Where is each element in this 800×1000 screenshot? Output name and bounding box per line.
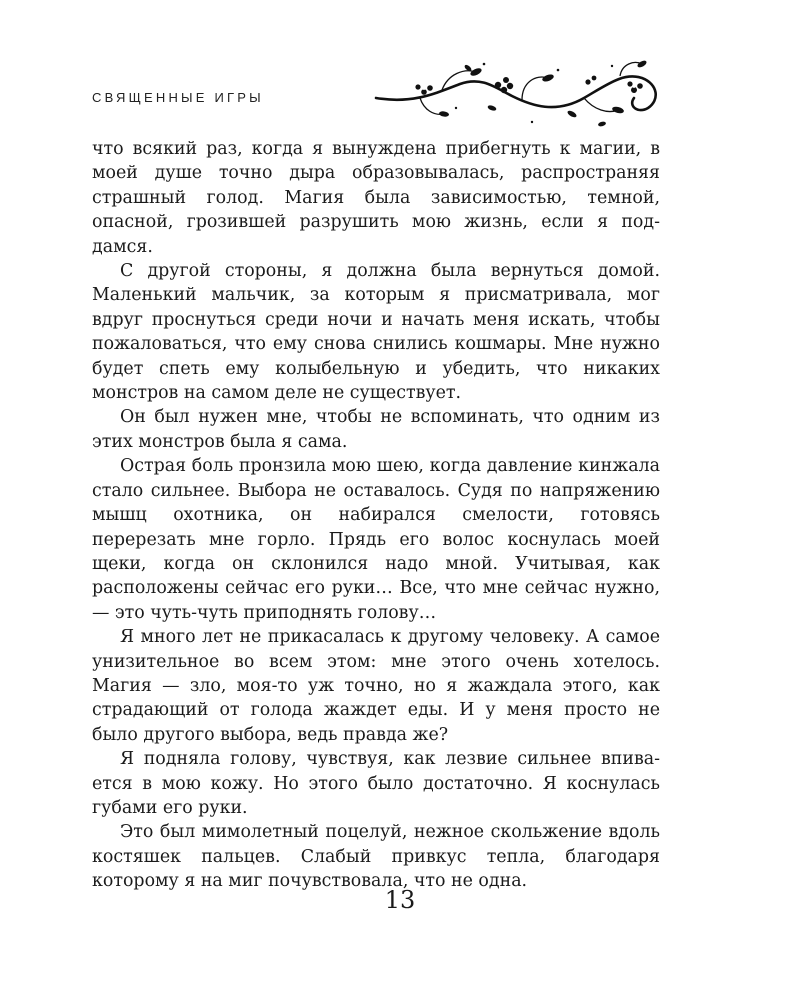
paragraph: Он был нужен мне, чтобы не вспоминать, что одним из этих монстров была я сама. — [92, 407, 660, 452]
paragraph: Я подняла голову, чувствуя, как лезвие сильнее впивается в мою кожу. Но этого было достаточно. Я коснулась губами его руки. — [92, 749, 660, 818]
body-text — [92, 137, 660, 894]
paragraph: С другой стороны, я должна была вернуться домой. Маленький мальчик, за которым я присматривала, мог вдруг проснуться среди ночи и начать меня искать, чтобы пожаловаться, что ему снова снились кошмары. Мне нужно будет спеть ему колыбельную и убедить, что никаких монстров на самом деле не существует. — [92, 261, 660, 404]
running-head-title: СВЯЩЕННЫЕ ИГРЫ — [92, 90, 264, 105]
paragraph: Я много лет не прикасалась к другому человеку. А самое унизительное во всем этом: мне этого очень хотелось. Магия — зло, моя-то уж точно, но я жаждала этого, как страдающий от голода жаждет еды. И у меня просто не было другого выбора, ведь правда же? — [92, 627, 660, 745]
page-number: 13 — [384, 886, 416, 914]
paragraph: Острая боль пронзила мою шею, когда давление кинжала стало сильнее. Выбора не оставалось. Судя по напряжению мышц охотника, он набирался смелости, готовясь перерезать мне горло. Прядь его волос коснулась моей щеки, когда он склонился надо мной. Учитывая, как расположены сейчас его руки… Все, что мне сейчас нужно, — это чуть-чуть приподнять голову… — [92, 456, 660, 623]
paragraph: Это был мимолетный поцелуй, нежное скольжение вдоль костяшек пальцев. Слабый привкус тепла, благодаря которому я на миг почувствовала, что не одна. — [92, 822, 660, 892]
floral-vine-ornament-icon — [372, 52, 664, 136]
paragraph: что всякий раз, когда я вынуждена прибегнуть к магии, в моей душе точно дыра образовывалась, распространяя страшный голод. Магия была зависимостью, темной, опасной, грозившей разрушить мою жизнь, если я поддамся. — [92, 139, 660, 257]
